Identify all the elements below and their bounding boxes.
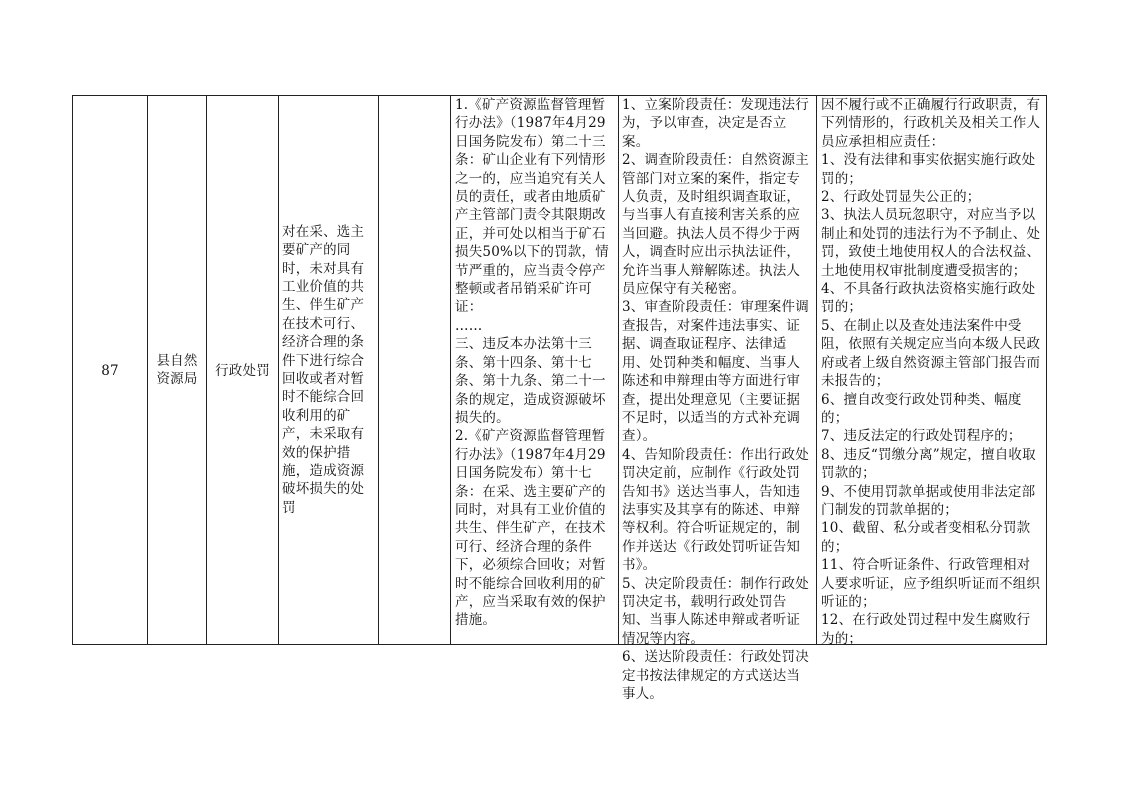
liability-cell bbox=[817, 96, 1047, 645]
liability-item: 1、没有法律和事实依据实施行政处罚的； bbox=[821, 152, 1036, 187]
table-row bbox=[73, 96, 1047, 645]
liability-item: 11、符合听证条件、行政管理相对人要求听证，应予组织听证而不组织听证的； bbox=[821, 557, 1041, 610]
legal-basis-item: 三、违反本办法第十三条、第十四条、第十七条、第十九条、第二十一条的规定，造成资源破坏损失的。 bbox=[455, 336, 606, 426]
department-name: 县自然资源局 bbox=[156, 352, 198, 387]
responsibility-cell bbox=[619, 96, 817, 702]
condition-cell bbox=[279, 96, 379, 645]
liability-item: 8、违反“罚缴分离”规定，擅自收取罚款的； bbox=[821, 446, 1036, 482]
liability-list bbox=[817, 96, 1046, 647]
legal-basis bbox=[451, 96, 618, 644]
liability-item: 5、在制止以及查处违法案件中受阻，依照有关规定应当向本级人民政府或者上级自然资源主管部门报告而未报告的； bbox=[821, 317, 1041, 390]
liability-item: 因不履行或不正确履行行政职责，有下列情形的，行政机关及相关工作人员应承担相应责任： bbox=[821, 97, 1041, 150]
responsibility-item: 6、送达阶段责任：行政处罚决定书按法律规定的方式送达当事人。 bbox=[622, 649, 809, 702]
department-cell bbox=[148, 96, 207, 645]
legal-basis-item: 2.《矿产资源监督管理暂行办法》（1987年4月29日国务院发布）第十七条：在采、选主要矿产的同时，对具有工业价值的共生、伴生矿产，在技术可行、经济合理的条件下，必须综合回收；对暂时不能综合回收利用的矿产，应当采取有效的保护措施。 bbox=[455, 428, 606, 629]
category-cell bbox=[207, 96, 279, 645]
power-category: 行政处罚 bbox=[215, 362, 270, 379]
legal-basis-cell bbox=[451, 96, 619, 645]
liability-item: 7、违反法定的行政处罚程序的； bbox=[821, 428, 1022, 445]
liability-item: 3、执法人员玩忽职守，对应当予以制止和处罚的违法行为不予制止、处罚，致使土地使用权人的合法权益、土地使用权审批制度遭受损害的； bbox=[821, 207, 1041, 279]
responsibility-item: 1、立案阶段责任：发现违法行为，予以审查，决定是否立案。 bbox=[622, 97, 809, 150]
responsibility-item: 2、调查阶段责任：自然资源主管部门对立案的案件，指定专人负责，及时组织调查取证，与当事人有直接利害关系的应当回避。执法人员不得少于两人，调查时应出示执法证件，允许当事人辩解陈述。执法人员应保守有关秘密。 bbox=[622, 152, 809, 298]
responsibility-list bbox=[619, 96, 816, 702]
liability-item: 9、不使用罚款单据或使用非法定部门制发的罚款单据的； bbox=[821, 483, 1036, 518]
power-condition: 对在采、选主要矿产的同时，未对具有工业价值的共生、伴生矿产在技术可行、经济合理的条件下进行综合回收或者对暂时不能综合回收利用的矿产，未采取有效的保护措施，造成资源破坏损失的处罚 bbox=[282, 223, 365, 516]
liability-item: 2、行政处罚显失公正的； bbox=[821, 189, 981, 206]
responsibility-item: 5、决定阶段责任：制作行政处罚决定书，载明行政处罚告知、当事人陈述申辩或者听证情况等内容。 bbox=[622, 575, 809, 647]
liability-item: 6、擅自改变行政处罚种类、幅度的； bbox=[821, 391, 1022, 426]
liability-item: 4、不具备行政执法资格实施行政处罚的； bbox=[821, 281, 1036, 316]
liability-item: 10、截留、私分或者变相私分罚款的； bbox=[821, 520, 1031, 555]
legal-basis-item: 1.《矿产资源监督管理暂行办法》（1987年4月29日国务院发布）第二十三条：矿山企业有下列情形之一的，应当追究有关人员的责任，或者由地质矿产主管部门责令其限期改正，并可处以相当于矿石损失50%以下的罚款，情节严重的，应当责令停产整顿或者吊销采矿许可证： bbox=[455, 97, 609, 316]
liability-item: 12、在行政处罚过程中发生腐败行为的； bbox=[821, 612, 1031, 647]
authority-table bbox=[72, 95, 1047, 702]
responsibility-item: 3、审查阶段责任：审理案件调查报告，对案件违法事实、证据、调查取证程序、法律适用、处罚种类和幅度、当事人陈述和申辩理由等方面进行审查，提出处理意见（主要证据不足时，以适当的方式补充调查）。 bbox=[622, 299, 809, 445]
responsibility-item: 4、告知阶段责任：作出行政处罚决定前，应制作《行政处罚告知书》送达当事人，告知违法事实及其享有的陈述、申辩等权利。符合听证规定的，制作并送达《行政处罚听证告知书》。 bbox=[622, 446, 809, 574]
row-number: 87 bbox=[101, 362, 119, 379]
blank-cell bbox=[379, 96, 451, 645]
legal-basis-item: …… bbox=[455, 317, 483, 334]
row-number-cell bbox=[73, 96, 148, 645]
